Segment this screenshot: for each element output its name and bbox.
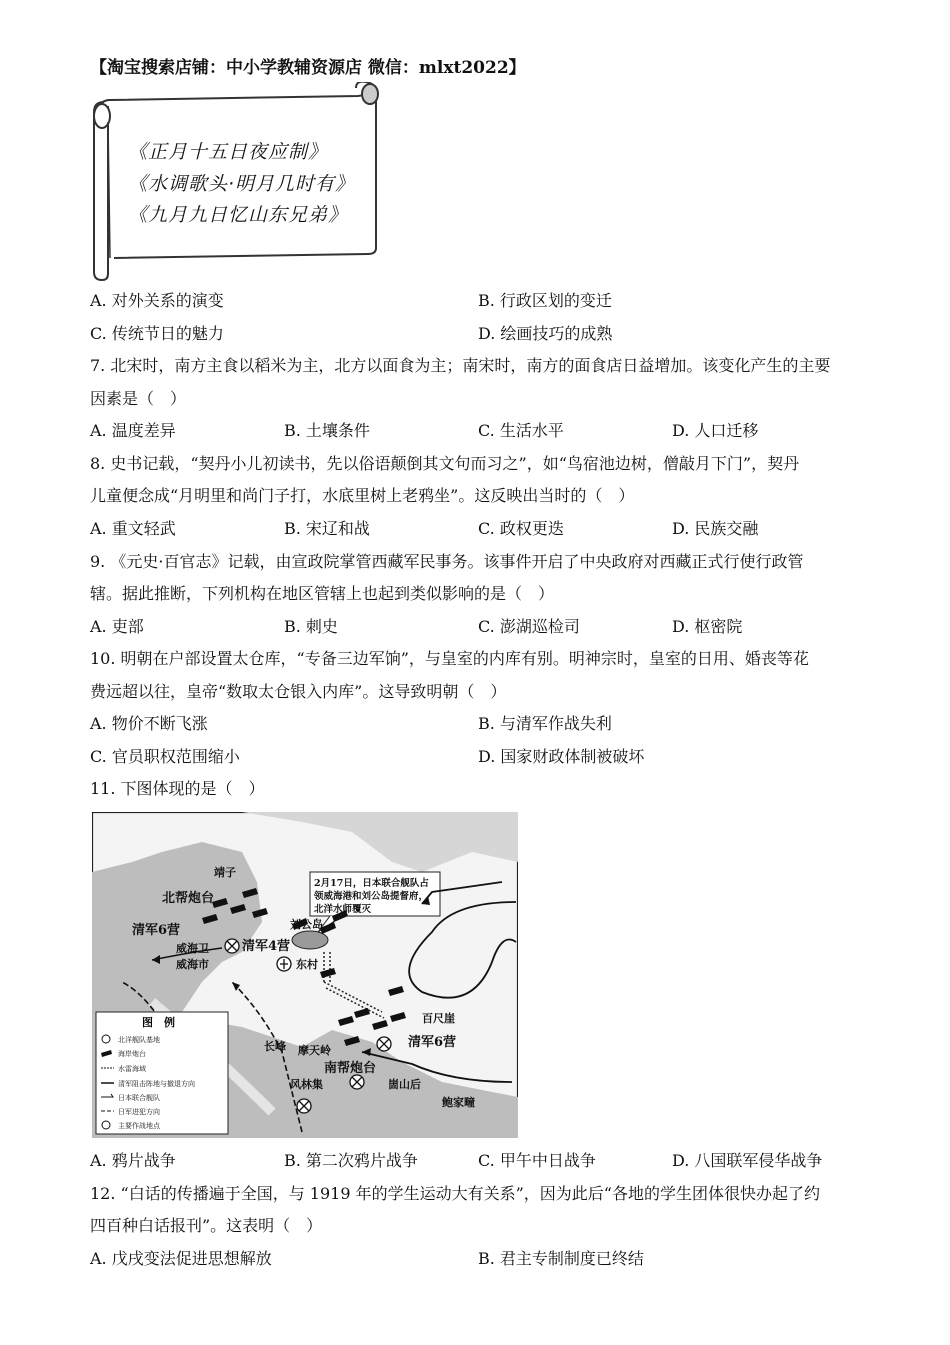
map-label-weihaiwei: 威海卫 <box>176 942 209 955</box>
q10-option-a: A. 物价不断飞涨 <box>90 714 208 733</box>
map-legend-item-1: 北洋舰队基地 <box>118 1036 160 1044</box>
q10-option-d: D. 国家财政体制被破坏 <box>478 747 645 766</box>
q9-option-c: C. 澎湖巡检司 <box>478 617 580 636</box>
q12-option-a: A. 戊戌变法促进思想解放 <box>90 1249 272 1268</box>
map-label-north-fort: 北帮炮台 <box>162 891 215 906</box>
q11-option-c: C. 甲午中日战争 <box>478 1151 596 1170</box>
q7-stem-line-1: 7. 北宋时，南方主食以稻米为主，北方以面食为主；南宋时，南方的面食店日益增加。该变化产生的主要 <box>90 356 831 375</box>
q9-option-a: A. 吏部 <box>90 617 144 636</box>
map-legend-item-4: 清军阻击阵地与撤退方向 <box>118 1080 195 1088</box>
map-label-baichiya: 百尺崖 <box>422 1012 455 1025</box>
q10-stem-line-2: 费远超以往，皇帝“数取太仓银入内库”。这导致明朝（ ） <box>90 682 507 701</box>
map-label-dongcun: 东村 <box>296 958 318 971</box>
q10-option-c: C. 官员职权范围缩小 <box>90 747 240 766</box>
q12-stem-line-2: 四百种白话报刊”。这表明（ ） <box>90 1216 323 1235</box>
map-callout-line-1: 2月17日，日本联合舰队占 <box>314 878 429 889</box>
map-label-qing6-east: 清军6营 <box>408 1035 457 1050</box>
q8-stem-line-2: 儿童便念成“月明里和尚门子打，水底里树上老鸦坐”。这反映出当时的（ ） <box>90 486 635 505</box>
map-label-changfeng: 长峰 <box>264 1040 286 1053</box>
map-label-liugongdao: 刘公岛 <box>290 918 323 931</box>
q8-option-d: D. 民族交融 <box>672 519 759 538</box>
q6-option-d: D. 绘画技巧的成熟 <box>478 324 613 343</box>
poem-title-1: 《正月十五日夜应制》 <box>128 141 329 163</box>
map-label-weihaishi: 威海市 <box>176 958 209 971</box>
q10-option-b: B. 与清军作战失利 <box>478 714 612 733</box>
map-legend-item-5: 日本联合舰队 <box>118 1094 160 1102</box>
q12-option-b: B. 君主专制制度已终结 <box>478 1249 644 1268</box>
map-legend-item-3: 水雷海域 <box>118 1065 146 1073</box>
q11-option-a: A. 鸦片战争 <box>90 1151 176 1170</box>
q8-option-b: B. 宋辽和战 <box>284 519 370 538</box>
map-label-qing4: 清军4营 <box>242 939 291 954</box>
map-legend-item-2: 海岸炮台 <box>118 1050 146 1058</box>
map-legend-item-7: 主要作战地点 <box>118 1122 160 1130</box>
q7-option-d: D. 人口迁移 <box>672 421 759 440</box>
q7-stem-line-2: 因素是（ ） <box>90 389 187 408</box>
poem-title-3: 《九月九日忆山东兄弟》 <box>128 204 349 226</box>
q7-option-a: A. 温度差异 <box>90 421 176 440</box>
map-callout-line-3: 北洋水师覆灭 <box>314 904 372 915</box>
map-label-qing6-west: 清军6营 <box>132 923 181 938</box>
q7-option-b: B. 土壤条件 <box>284 421 370 440</box>
map-label-yushanhou: 崮山后 <box>388 1078 421 1091</box>
q12-stem-line-1: 12. “白话的传播遍于全国，与 1919 年的学生运动大有关系”，因为此后“各地的学生团体很快办起了约 <box>90 1184 820 1203</box>
q10-stem-line-1: 10. 明朝在户部设置太仓库，“专备三边军饷”，与皇室的内库有别。明神宗时，皇室的日用、婚丧等花 <box>90 649 809 668</box>
q9-option-d: D. 枢密院 <box>672 617 743 636</box>
q6-option-a: A. 对外关系的演变 <box>90 291 224 310</box>
map-legend-item-6: 日军进犯方向 <box>118 1108 160 1116</box>
q7-option-c: C. 生活水平 <box>478 421 564 440</box>
map-label-baojiazhuang: 鲍家疃 <box>442 1096 475 1109</box>
q11-stem: 11. 下图体现的是（ ） <box>90 779 265 798</box>
q9-option-b: B. 刺史 <box>284 617 338 636</box>
map-label-duzi: 靖子 <box>214 866 236 879</box>
q11-option-b: B. 第二次鸦片战争 <box>284 1151 418 1170</box>
map-label-motianling: 摩天岭 <box>298 1044 331 1057</box>
map-label-south-fort: 南帮炮台 <box>324 1061 377 1076</box>
q6-option-b: B. 行政区划的变迁 <box>478 291 612 310</box>
q8-stem-line-1: 8. 史书记载，“契丹小儿初读书，先以俗语颠倒其文句而习之”，如“鸟宿池边树，僧敲月下门”，契丹 <box>90 454 800 473</box>
header-ad: 【淘宝搜索店铺：中小学教辅资源店 微信：mlxt2022】 <box>90 58 526 78</box>
weihaiwei-battle-map <box>92 812 518 1138</box>
q6-option-c: C. 传统节日的魅力 <box>90 324 224 343</box>
q8-option-c: C. 政权更迭 <box>478 519 564 538</box>
q8-option-a: A. 重文轻武 <box>90 519 176 538</box>
poem-title-2: 《水调歌头·明月几时有》 <box>128 173 356 195</box>
q9-stem-line-2: 辖。据此推断，下列机构在地区管辖上也起到类似影响的是（ ） <box>90 584 555 603</box>
map-callout-line-2: 领威海港和刘公岛提督府， <box>314 891 429 902</box>
q11-option-d: D. 八国联军侵华战争 <box>672 1151 823 1170</box>
map-label-fenglinji: 风林集 <box>290 1078 323 1091</box>
map-legend-title: 图 例 <box>142 1016 175 1029</box>
q9-stem-line-1: 9. 《元史·百官志》记载，由宣政院掌管西藏军民事务。该事件开启了中央政府对西藏正式行使行政管 <box>90 552 804 571</box>
